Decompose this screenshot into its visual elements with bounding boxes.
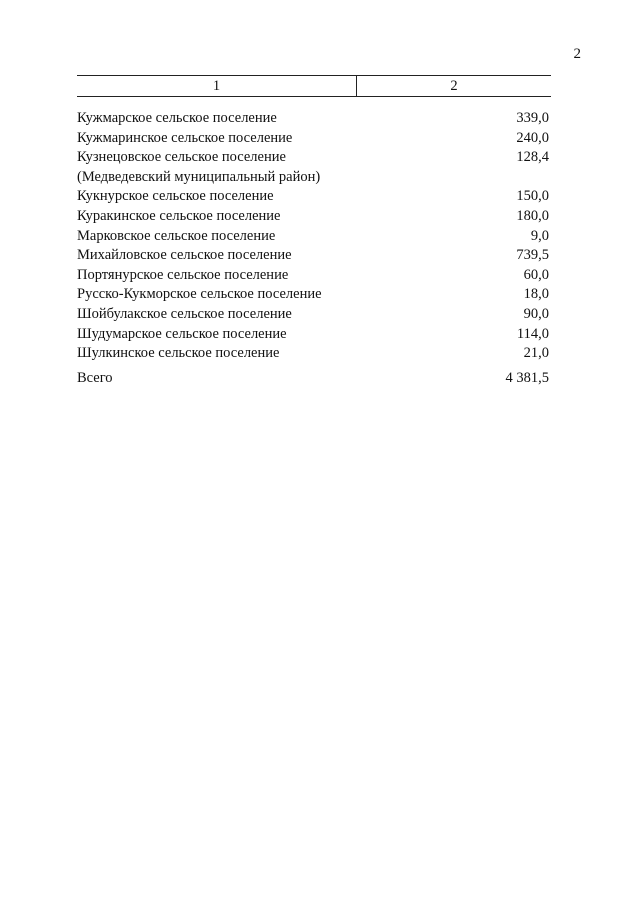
table-row	[77, 285, 551, 305]
settlement-name-line: Шулкинское сельское поселение	[77, 345, 280, 362]
total-label: Всего	[77, 369, 113, 386]
settlement-name-line: Куракинское сельское поселение	[77, 207, 281, 224]
table-header	[77, 75, 551, 97]
table-row	[77, 148, 551, 187]
settlement-name-line: Кузнецовское сельское поселение	[77, 149, 286, 166]
table-body	[77, 109, 551, 364]
amount-value: 90,0	[523, 305, 549, 322]
settlement-name-line: Шудумарское сельское поселение	[77, 325, 287, 342]
amount-value: 114,0	[516, 325, 549, 342]
table-row	[77, 129, 551, 149]
amount-value: 240,0	[516, 129, 549, 146]
amount-value: 128,4	[516, 149, 549, 166]
settlement-name-line: Кужмаринское сельское поселение	[77, 129, 293, 146]
settlement-name	[77, 187, 516, 207]
amount-value: 339,0	[516, 110, 549, 126]
settlement-name-line: (Медведевский муниципальный район)	[77, 168, 321, 185]
page-number: 2	[573, 46, 581, 62]
table-row	[77, 325, 551, 345]
table-row	[77, 109, 551, 129]
amount-value: 18,0	[523, 286, 549, 303]
table-row	[77, 266, 551, 286]
settlement-name-line: Кукнурское сельское поселение	[77, 188, 274, 205]
settlement-name	[77, 266, 524, 286]
amount-value: 60,0	[523, 266, 549, 283]
table-row	[77, 207, 551, 227]
allocation-table	[77, 75, 551, 388]
header-column-2: 2	[450, 78, 458, 94]
settlement-name	[77, 148, 516, 187]
amount-value: 21,0	[523, 345, 549, 362]
amount-value: 739,5	[516, 247, 549, 264]
settlement-name	[77, 285, 524, 305]
settlement-name	[77, 344, 524, 364]
amount-value: 180,0	[516, 207, 549, 224]
amount-value: 150,0	[516, 188, 549, 205]
settlement-name	[77, 227, 531, 247]
total-value: 4 381,5	[505, 369, 549, 386]
amount-value: 9,0	[530, 227, 549, 244]
settlement-name	[77, 305, 524, 325]
settlement-name	[77, 325, 517, 345]
settlement-name-line: Русско-Кукморское сельское поселение	[77, 286, 322, 303]
settlement-name	[77, 109, 516, 129]
header-column-1: 1	[77, 76, 357, 96]
table-row	[77, 246, 551, 266]
settlement-name	[77, 129, 516, 149]
settlement-name-line: Шойбулакское сельское поселение	[77, 305, 292, 322]
settlement-name-line: Кужмарское сельское поселение	[77, 110, 277, 126]
table-row	[77, 227, 551, 247]
table-row	[77, 305, 551, 325]
table-row	[77, 344, 551, 364]
table-row	[77, 187, 551, 207]
settlement-name	[77, 207, 516, 227]
total-row	[77, 369, 551, 389]
settlement-name	[77, 246, 516, 266]
settlement-name-line: Михайловское сельское поселение	[77, 247, 292, 264]
settlement-name-line: Марковское сельское поселение	[77, 227, 276, 244]
settlement-name-line: Портянурское сельское поселение	[77, 266, 289, 283]
